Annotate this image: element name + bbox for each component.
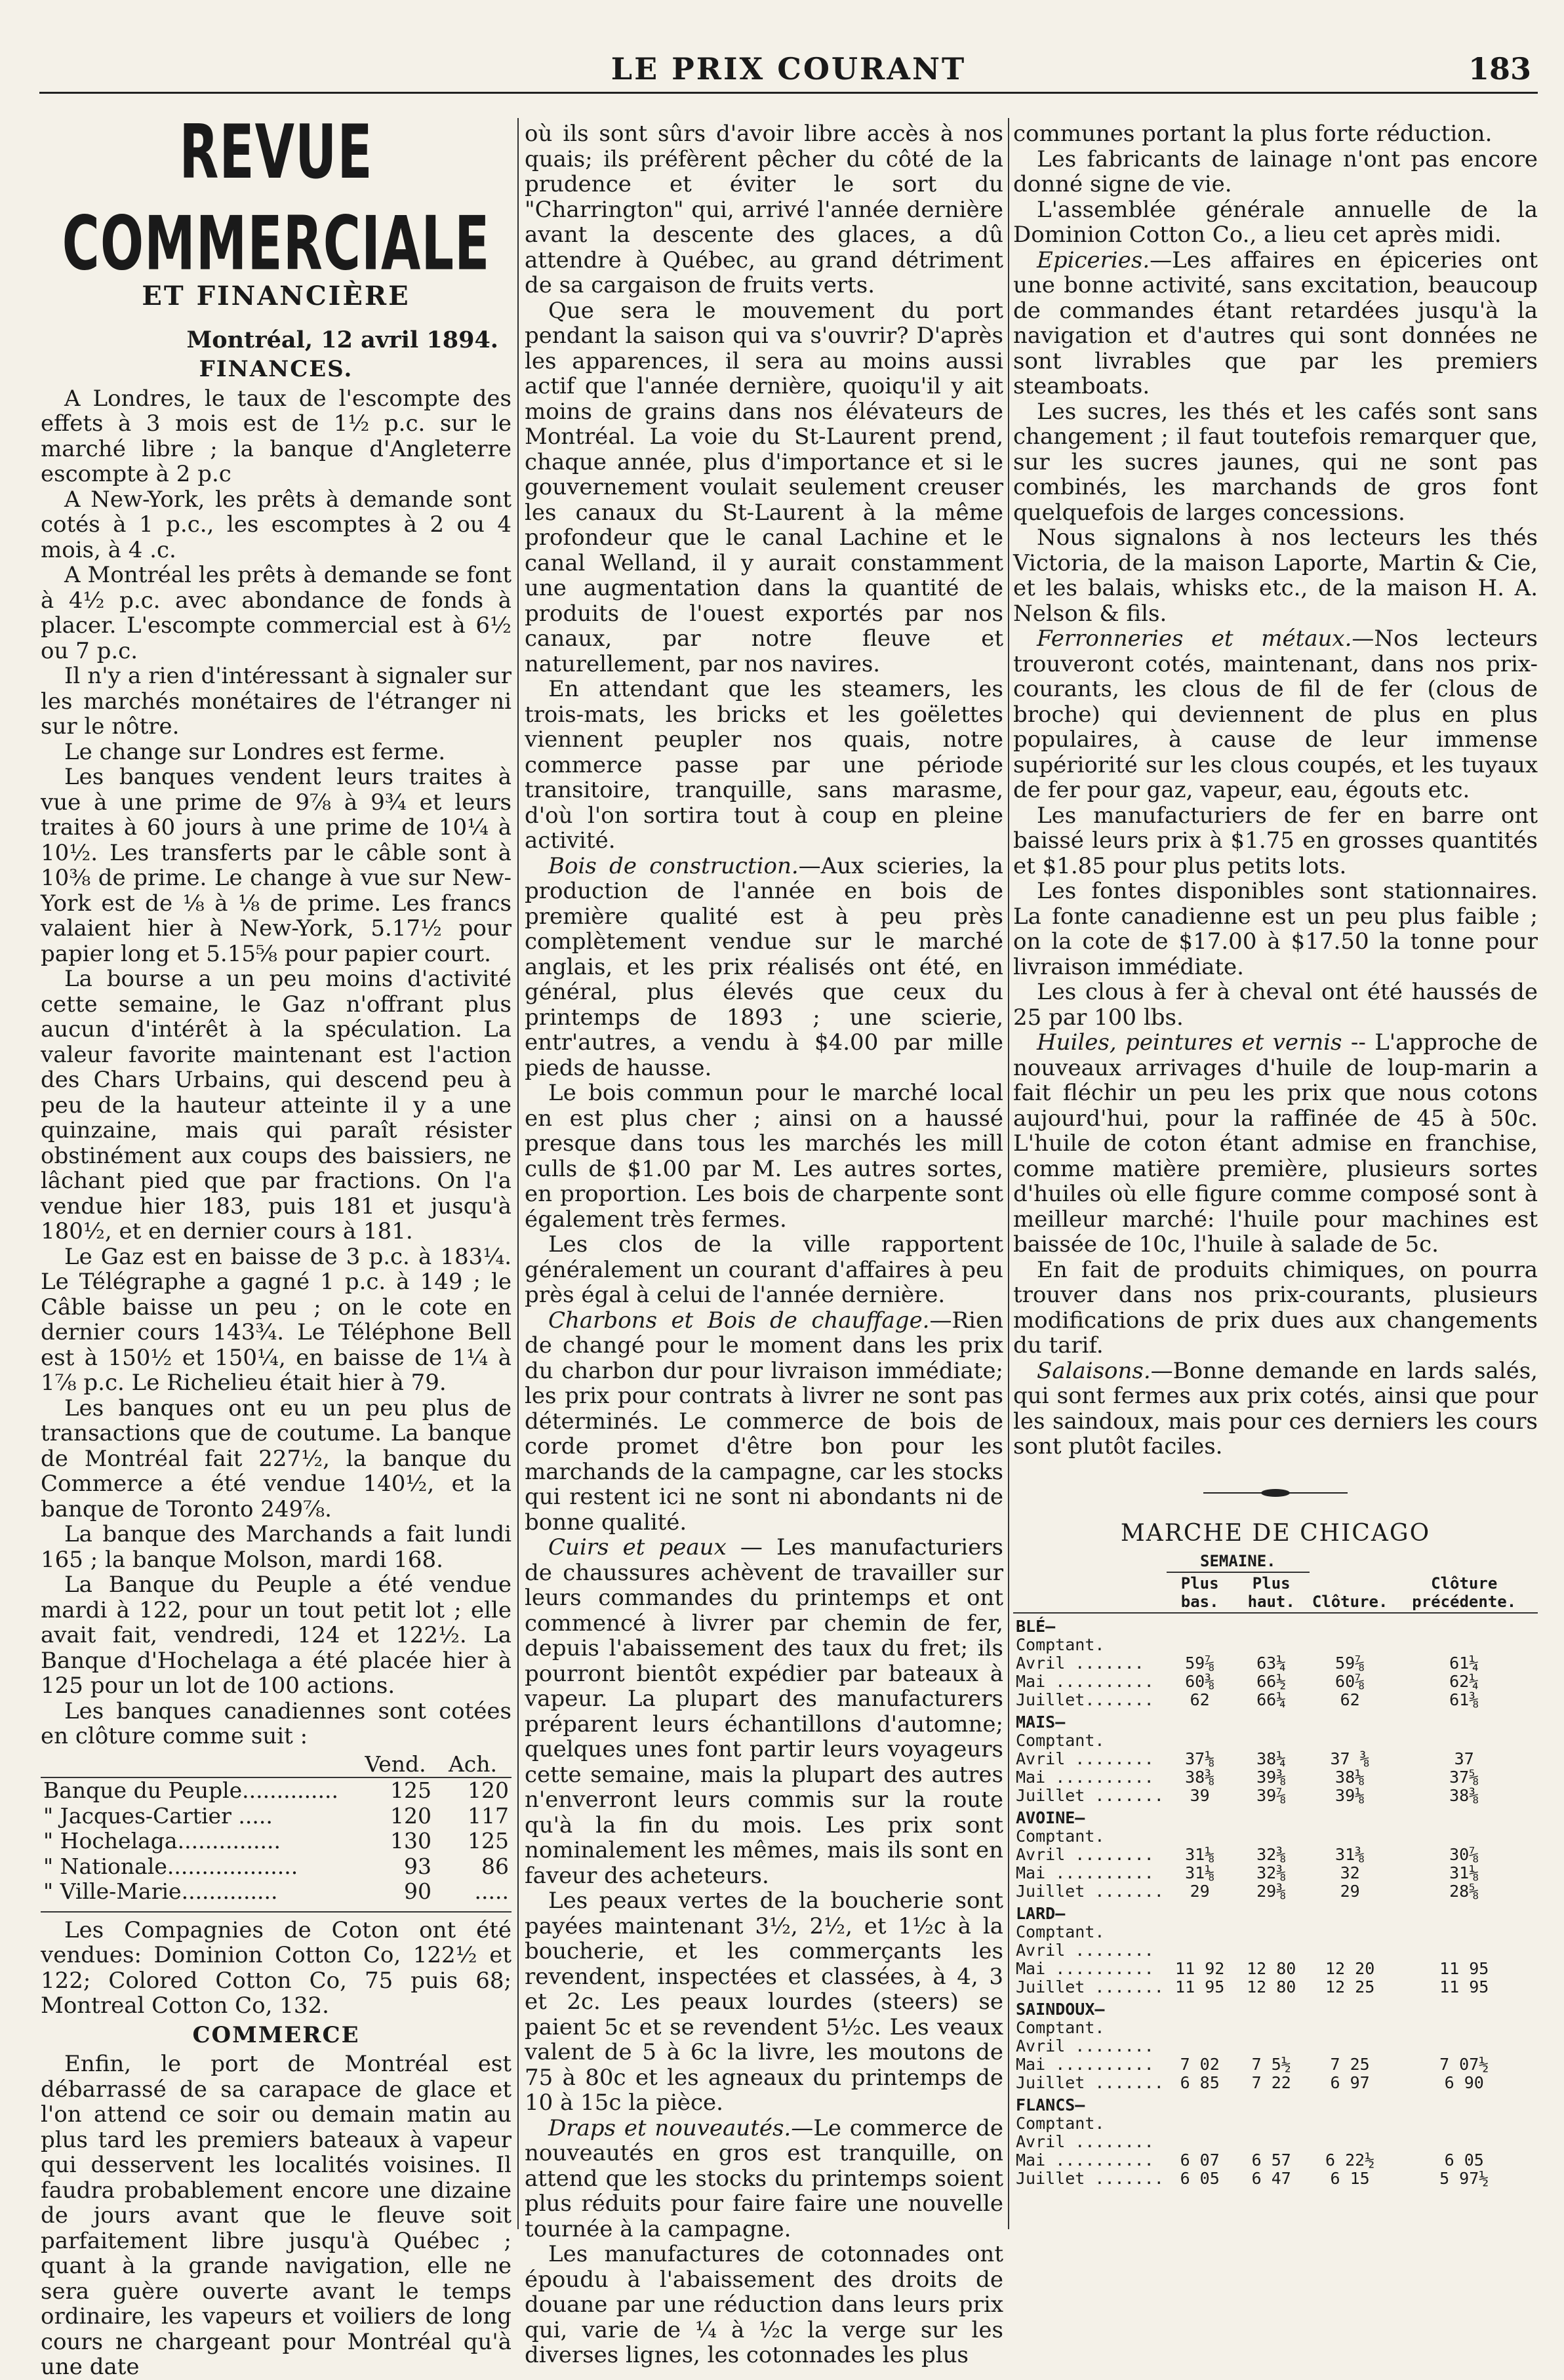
bank-vend: 130 [390, 1828, 431, 1854]
table-row [1013, 2037, 1538, 2055]
price-cell [1167, 2037, 1233, 2055]
rubric-text: —Aux scieries, la production de l'année en bois de première qualité est à peu près complètement vendue sur le marché anglais, et les prix réalisés ont été, en général, plus élevés que ceux du printemps de 1893 ; une scierie, entr'autres, a vendu à $4.00 par mille pieds de hausse. [525, 852, 1004, 1081]
paragraph: Les manufactures de cotonnades ont époudu à l'abaissement des droits de douane par une réduction dans leurs prix qui, varie de ¼ à ½c la verge sur les diverses lignes, les cotonnades les plus [525, 2241, 1003, 2368]
table-header-row [41, 1752, 511, 1778]
chicago-market-title: MARCHE DE CHICAGO [1120, 1520, 1431, 1547]
paragraph: A Londres, le taux de l'escompte des effets à 3 mois est de 1½ p.c. sur le marché libre ; la banque d'Angleterre escompte à 2 p.c [41, 385, 511, 487]
price-cell: 31⅛ [1185, 1844, 1215, 1864]
paragraph: La bourse a un peu moins d'activité cette semaine, le Gaz n'offrant plus aucun d'intérêt à la spéculation. La valeur favorite maintenant est l'action des Chars Urbains, qui descend peu à peu de la hauteur atteinte il y a une quinzaine, mais qui paraît résister obstinément aux coups des baissiers, ne lâchant pied que par fractions. On l'a vendue hier 183, puis 181 et jusqu'à 180½, et en dernier cours à 181. [41, 966, 511, 1244]
table-row [1013, 2151, 1538, 2170]
delivery-label: Mai .......... [1016, 1863, 1154, 1882]
bank-vend: 120 [390, 1802, 431, 1829]
delivery-label: Comptant. [1016, 1730, 1105, 1750]
table-row [1013, 1941, 1538, 1960]
paragraph: Les banques vendent leurs traites à vue à une prime de 9⅞ à 9¾ et leurs traites à 60 jours à une prime de 10¼ à 10½. Les transferts par le câble sont à 10⅜ de prime. Le change à vue sur New-York est de ⅛ à ⅛ de prime. Les francs valaient hier à New-York, 5.17½ pour papier long et 5.15⅝ pour papier court. [41, 764, 511, 967]
price-cell [1390, 1827, 1538, 1846]
table-row [1013, 1768, 1538, 1787]
price-cell [1167, 1941, 1233, 1960]
table-row [1013, 1732, 1538, 1750]
table-row [41, 1804, 511, 1829]
price-cell: 6 05 [1444, 2150, 1484, 2170]
price-cell: 31⅛ [1185, 1863, 1215, 1882]
price-cell: 37 ⅜ [1330, 1749, 1370, 1768]
price-cell [1310, 2037, 1391, 2055]
delivery-label: Avril ........ [1016, 1844, 1154, 1864]
bank-ach: 125 [468, 1828, 509, 1854]
price-cell [1167, 2114, 1233, 2133]
price-cell: 6 90 [1444, 2073, 1484, 2092]
table-row [1013, 1882, 1538, 1901]
delivery-label: Avril ....... [1016, 1653, 1144, 1673]
price-cell: 38¼ [1256, 1749, 1287, 1768]
price-cell: 11 95 [1175, 1977, 1225, 1996]
price-cell [1310, 1827, 1391, 1846]
price-cell: 61⅜ [1449, 1690, 1479, 1709]
column-3 [1013, 121, 1538, 2229]
paragraph: En attendant que les steamers, les trois-mats, les bricks et les goëlettes viennent peupler nos quais, notre commerce passe par une période transitoire, tranquille, sans marasme, d'où l'on sortira tout à coup en pleine activité. [525, 676, 1003, 854]
price-cell: 12 20 [1325, 1958, 1375, 1978]
price-cell: 6 07 [1180, 2150, 1220, 2170]
delivery-label: Mai .......... [1016, 1767, 1154, 1787]
table-header-semaine: SEMAINE. [1167, 1551, 1310, 1572]
table-header-row [1013, 1551, 1538, 1572]
price-cell: 11 95 [1439, 1977, 1489, 1996]
table-row [1013, 1673, 1538, 1691]
price-cell: 32 [1340, 1863, 1360, 1882]
masthead-subtitle: ET FINANCIÈRE [142, 281, 411, 311]
paragraph [1013, 248, 1538, 399]
bank-name: " Hochelaga............... [43, 1828, 281, 1854]
price-cell: 62 [1340, 1690, 1360, 1709]
price-cell: 32⅜ [1256, 1863, 1287, 1882]
commodity-group-row [1013, 1805, 1538, 1827]
price-cell [1310, 1732, 1391, 1750]
table-row [1013, 2074, 1538, 2092]
delivery-label: Juillet ....... [1016, 2168, 1164, 2188]
price-cell: 37 [1454, 1749, 1474, 1768]
price-cell [1390, 2133, 1538, 2151]
price-cell [1233, 2114, 1310, 2133]
publication-title: LE PRIX COURANT [611, 51, 967, 87]
price-cell [1390, 1636, 1538, 1654]
table-header-empty [1013, 1551, 1167, 1613]
price-cell [1167, 1732, 1233, 1750]
commodity-group-row [1013, 1901, 1538, 1923]
table-row [1013, 1787, 1538, 1805]
masthead-title: REVUE COMMERCIALE [62, 110, 491, 287]
price-cell [1233, 2019, 1310, 2037]
price-cell: 60⅜ [1185, 1671, 1215, 1691]
table-row [1013, 1691, 1538, 1709]
rubric-text: -- L'approche de nouveaux arrivages d'huile de loup-marin a fait fléchir un peu les prix que nous cotons aujourd'hui, pour la raffinée de 45 à 50c. L'huile de coton étant admise en franchise, comme matière première, plusieurs sortes d'huiles où elle figure comme composé sont à meilleur marché: l'huile pour machines est baissée de 10c, l'huile à salade de 5c. [1013, 1029, 1538, 1258]
ornament-icon [1203, 1488, 1348, 1497]
bank-ach: ..... [474, 1878, 509, 1904]
rubric-label: Draps et nouveautés. [548, 2114, 792, 2141]
delivery-label: Juillet ....... [1016, 2073, 1164, 2092]
rubric-text: —Nos lecteurs trouveront cotés, maintenant, dans nos prix-courants, les clous de fil de fer (clous de broche) qui deviennent de plus en plus populaires, à cause de leur immense supériorité sur les clous coupés, et les tuyaux de fer pour gaz, vapeur, eau, égouts etc. [1013, 625, 1538, 803]
price-cell: 7 5½ [1251, 2054, 1291, 2074]
paragraph [525, 2116, 1003, 2242]
price-cell: 7 25 [1330, 2054, 1370, 2074]
table-row [1013, 2114, 1538, 2133]
table-header-ach: Ach. [434, 1752, 511, 1778]
price-cell: 11 92 [1175, 1958, 1225, 1978]
price-cell: 6 22½ [1325, 2150, 1375, 2170]
rubric-label: Salaisons. [1037, 1357, 1151, 1384]
price-cell: 66¼ [1256, 1690, 1287, 1709]
commodity-group-label: SAINDOUX— [1016, 1999, 1105, 2019]
price-cell: 12 80 [1247, 1977, 1296, 1996]
price-cell [1233, 1636, 1310, 1654]
paragraph: Les clous à fer à cheval ont été haussés de 25 par 100 lbs. [1013, 979, 1538, 1031]
table-row [41, 1854, 511, 1880]
paragraph [525, 854, 1003, 1081]
page-header [39, 46, 1538, 94]
table-header-plus-bas: Plus bas. [1167, 1572, 1233, 1613]
price-cell: 59⅞ [1335, 1653, 1365, 1673]
price-cell: 7 22 [1251, 2073, 1291, 2092]
column-divider [517, 118, 519, 2229]
bank-ach: 117 [468, 1802, 509, 1829]
paragraph: Les fabricants de lainage n'ont pas encore donné signe de vie. [1013, 146, 1538, 197]
rubric-text: —Le commerce de nouveautés en gros est tranquille, on attend que les stocks du printemps soient plus réduits pour faire faire une nouvelle tournée à la campagne. [525, 2114, 1003, 2242]
paragraph: L'assemblée générale annuelle de la Dominion Cotton Co., a lieu cet après midi. [1013, 196, 1538, 248]
table-row [1013, 1978, 1538, 1996]
delivery-label: Comptant. [1016, 2017, 1105, 2037]
paragraph: communes portant la plus forte réduction. [1013, 121, 1493, 147]
table-header-cloture: Clôture. [1310, 1551, 1391, 1613]
table-row [1013, 1960, 1538, 1978]
table-row [41, 1879, 511, 1905]
bank-quotes-table [41, 1752, 511, 1905]
commodity-group-label: LARD— [1016, 1903, 1066, 1923]
table-row [1013, 2055, 1538, 2074]
commodity-group-label: BLÉ— [1016, 1616, 1056, 1636]
delivery-label: Juillet ....... [1016, 1881, 1164, 1901]
paragraph: La banque des Marchands a fait lundi 165 ; la banque Molson, mardi 168. [41, 1521, 511, 1573]
masthead [41, 110, 511, 353]
price-cell [1310, 1941, 1391, 1960]
table-row [1013, 1654, 1538, 1673]
paragraph: En fait de produits chimiques, on pourra trouver dans nos prix-courants, plusieurs modifications de prix dues aux changements du tarif. [1013, 1256, 1538, 1359]
price-cell: 39⅜ [1256, 1767, 1287, 1787]
commodity-group-row [1013, 1996, 1538, 2019]
table-row [1013, 1750, 1538, 1768]
price-cell: 37⅝ [1449, 1767, 1479, 1787]
delivery-label: Mai .......... [1016, 2054, 1154, 2074]
price-cell [1233, 2133, 1310, 2151]
commodity-group-row [1013, 1613, 1538, 1636]
price-cell: 6 97 [1330, 2073, 1370, 2092]
price-cell: 29 [1190, 1881, 1210, 1901]
commodity-group-label: FLANCS— [1016, 2095, 1085, 2114]
price-cell: 63¼ [1256, 1653, 1287, 1673]
price-cell [1167, 1636, 1233, 1654]
price-cell [1390, 1941, 1538, 1960]
price-cell: 38⅜ [1185, 1767, 1215, 1787]
price-cell: 31⅜ [1335, 1844, 1365, 1864]
bank-name: " Ville-Marie.............. [43, 1878, 278, 1904]
paragraph: Les banques ont eu un peu plus de transactions que de coutume. La banque de Montréal fait 227½, la banque du Commerce a été vendue 140½, et la banque de Toronto 249⅞. [41, 1395, 511, 1522]
paragraph: Les manufacturiers de fer en barre ont baissé leurs prix à $1.75 en grosses quantités et $1.85 pour plus petits lots. [1013, 802, 1538, 879]
price-cell: 37⅛ [1185, 1749, 1215, 1768]
price-cell: 29⅜ [1256, 1881, 1287, 1901]
paragraph: Nous signalons à nos lecteurs les thés Victoria, de la maison Laporte, Martin & Cie, et les balais, whisks etc., de la maison H. A. Nelson & fils. [1013, 525, 1538, 627]
price-cell [1233, 1923, 1310, 1941]
paragraph: Les peaux vertes de la boucherie sont payées maintenant 3½, 2½, et 1½c à la boucherie, et les commerçants les revendent, inspectées et classées, à 4, 3 et 2c. Les peaux lourdes (steers) se paient 5c et se revendent 5½c. Les veaux valent de 5 à 6c la livre, les moutons de 75 à 80c et les agneaux du printemps de 10 à 15c la pièce. [525, 1888, 1003, 2116]
rubric-text: — Les manufacturiers de chaussures achèvent de travailler sur leurs commandes du printemps et ont commencé à livrer par chemin de fer, depuis l'abaissement des taux du fret; ils pourront bientôt expédier par bateaux à vapeur. La plupart des manufacturers préparent leurs échantillons d'automne; quelques unes font partir leurs voyageurs cette semaine, mais la plupart des autres n'enverront leurs commis sur la route qu'à la fin du mois. Les prix sont nominalement les mêmes, mais ils sont en faveur des acheteurs. [525, 1534, 1003, 1889]
rubric-label: Bois de construction. [548, 852, 799, 879]
price-cell [1390, 1923, 1538, 1941]
price-cell: 6 57 [1251, 2150, 1291, 2170]
table-row [1013, 2019, 1538, 2037]
paragraph: Les banques canadiennes sont cotées en clôture comme suit : [41, 1697, 511, 1749]
price-cell: 32⅜ [1256, 1844, 1287, 1864]
table-header-cloture-prec: Clôture précédente. [1390, 1551, 1538, 1613]
price-cell: 7 02 [1180, 2054, 1220, 2074]
rubric-label: Charbons et Bois de chauffage. [548, 1307, 930, 1334]
delivery-label: Avril ........ [1016, 1940, 1154, 1960]
section-heading-commerce: COMMERCE [192, 2021, 360, 2048]
bank-name: Banque du Peuple.............. [43, 1777, 339, 1803]
paragraph: Les fontes disponibles sont stationnaires. La fonte canadienne est un peu plus faible ; on la cote de $17.00 à $17.50 la tonne pour livraison immédiate. [1013, 878, 1538, 980]
price-cell [1167, 1923, 1233, 1941]
price-cell: 39⅞ [1256, 1785, 1287, 1805]
bank-name: " Nationale................... [43, 1853, 298, 1879]
table-row [1013, 1923, 1538, 1941]
bank-vend: 93 [404, 1853, 431, 1879]
price-cell: 7 07½ [1439, 2054, 1489, 2074]
price-cell: 11 95 [1439, 1958, 1489, 1978]
price-cell: 12 25 [1325, 1977, 1375, 1996]
price-cell [1310, 1636, 1391, 1654]
price-cell [1167, 2133, 1233, 2151]
price-cell: 61¼ [1449, 1653, 1479, 1673]
paragraph: Il n'y a rien d'intéressant à signaler sur les marchés monétaires de l'étranger ni sur le nôtre. [41, 663, 511, 740]
table-row [1013, 2133, 1538, 2151]
price-cell: 59⅞ [1185, 1653, 1215, 1673]
price-cell [1233, 1827, 1310, 1846]
paragraph: où ils sont sûrs d'avoir libre accès à nos quais; ils préfèrent pêcher du côté de la prudence et éviter le sort du "Charrington" qui, arrivé l'année dernière avant la descente des glaces, a dû attendre à Québec, au grand détriment de sa cargaison de fruits verts. [525, 121, 1003, 298]
delivery-label: Mai .......... [1016, 1958, 1154, 1978]
commodity-group-row [1013, 2092, 1538, 2114]
price-cell: 62 [1190, 1690, 1210, 1709]
price-cell [1310, 2133, 1391, 2151]
rubric-label: Ferronneries et métaux. [1037, 625, 1352, 652]
paragraph: La Banque du Peuple a été vendue mardi à 122, pour un tout petit lot ; elle avait fait, vendredi, 124 et 122½. La Banque d'Hochelaga a été placée hier à 125 pour un lot de 100 actions. [41, 1572, 511, 1699]
delivery-label: Juillet ....... [1016, 1785, 1164, 1805]
delivery-label: Comptant. [1016, 1826, 1105, 1846]
price-cell [1310, 2114, 1391, 2133]
paragraph: Les clos de la ville rapportent généralement un courant d'affaires à peu près égal à celui de l'année dernière. [525, 1231, 1003, 1308]
delivery-label: Mai .......... [1016, 2150, 1154, 2170]
delivery-label: Juillet....... [1016, 1690, 1154, 1709]
price-cell: 6 85 [1180, 2073, 1220, 2092]
price-cell [1390, 1732, 1538, 1750]
rubric-text: —Bonne demande en lards salés, qui sont fermes aux prix cotés, ainsi que pour les saindoux, mais pour ces derniers les cours sont plutôt faciles. [1013, 1357, 1538, 1459]
paragraph: Que sera le mouvement du port pendant la saison qui va s'ouvrir? D'après les apparences, il sera au moins aussi actif que l'année dernière, quoiqu'il y ait moins de grains dans nos élévateurs de Montréal. La voie du St-Laurent prend, chaque année, plus d'importance et si le gouvernement voulait seulement creuser les canaux du St-Laurent à la même profondeur que le canal Lachine et le canal Welland, il y aurait constamment une augmentation dans la quantité de produits de l'ouest exportés par nos canaux, par notre fleuve et naturellement, par nos navires. [525, 297, 1003, 677]
rubric-label: Huiles, peintures et vernis [1037, 1029, 1342, 1056]
price-cell: 6 05 [1180, 2168, 1220, 2188]
price-cell [1233, 2037, 1310, 2055]
delivery-label: Comptant. [1016, 2113, 1105, 2133]
price-cell: 60⅞ [1335, 1671, 1365, 1691]
commodity-group-row [1013, 1709, 1538, 1732]
delivery-label: Comptant. [1016, 1635, 1105, 1654]
column-2 [525, 121, 1004, 2368]
divider [41, 1911, 511, 1913]
delivery-label: Avril ........ [1016, 2036, 1154, 2055]
bank-vend: 90 [404, 1878, 431, 1904]
price-cell: 38⅜ [1449, 1785, 1479, 1805]
paragraph [1013, 1359, 1538, 1459]
ornament-divider [1013, 1479, 1538, 1505]
rubric-text: —Les affaires en épiceries ont une bonne activité, sans excitation, beaucoup de commandes étant retardées jusqu'à la navigation et d'autres qui sont données ne sont livrables que par les premiers steamboats. [1013, 247, 1538, 399]
price-cell: 66½ [1256, 1671, 1287, 1691]
delivery-label: Mai .......... [1016, 1671, 1154, 1691]
column-divider [1008, 118, 1009, 2229]
delivery-label: Juillet ....... [1016, 1977, 1164, 1996]
chicago-market-table [1013, 1551, 1538, 2188]
table-row [1013, 1864, 1538, 1882]
price-cell: 12 80 [1247, 1958, 1296, 1978]
rubric-label: Epiceries. [1037, 247, 1150, 273]
price-cell: 5 97½ [1439, 2168, 1489, 2188]
rubric-text: —Rien de changé pour le moment dans les prix du charbon dur pour livraison immédiate; les prix pour contrats à livrer ne sont pas déterminés. Le commerce de bois de corde promet d'être bon pour les marchands de la campagne, car les stocks qui restent ici ne sont ni abondants ni de bonne qualité. [525, 1307, 1003, 1536]
paragraph [1013, 1030, 1538, 1258]
paragraph: Les Compagnies de Coton ont été vendues: Dominion Cotton Co, 122½ et 122; Colored Cotton Co, 75 puis 68; Montreal Cotton Co, 132. [41, 1916, 511, 2019]
paragraph: Le Gaz est en baisse de 3 p.c. à 183¼. Le Télégraphe a gagné 1 p.c. à 149 ; le Câble baisse un peu ; on le cote en dernier cours 143¾. Le Téléphone Bell est à 150½ et 150¼, en baisse de 1¼ à 1⅞ p.c. Le Richelieu était hier à 79. [41, 1243, 511, 1396]
bank-vend: 125 [390, 1777, 431, 1803]
page-number: 183 [1468, 51, 1531, 87]
table-header-plus-haut: Plus haut. [1233, 1572, 1310, 1613]
price-cell: 38⅛ [1335, 1767, 1365, 1787]
commodity-group-label: MAIS— [1016, 1712, 1066, 1732]
bank-ach: 120 [468, 1777, 509, 1803]
bank-name: " Jacques-Cartier ..... [43, 1802, 273, 1829]
price-cell: 31⅛ [1449, 1863, 1479, 1882]
table-row [1013, 1636, 1538, 1654]
paragraph [1013, 626, 1538, 803]
paragraph: A Montréal les prêts à demande se font à 4½ p.c. avec abondance de fonds à placer. L'escompte commercial est à 6½ ou 7 p.c. [41, 562, 511, 664]
table-header-empty [41, 1752, 357, 1778]
paragraph [525, 1308, 1003, 1536]
table-row [41, 1777, 511, 1804]
price-cell: 6 47 [1251, 2168, 1291, 2188]
price-cell [1167, 1827, 1233, 1846]
price-cell: 39 [1190, 1785, 1210, 1805]
price-cell [1390, 2114, 1538, 2133]
paragraph: Enfin, le port de Montréal est débarrassé de sa carapace de glace et l'on attend ce soir ou demain matin au plus tard les premiers bateaux à vapeur qui desservent les localités voisines. Il faudra probablement encore une dizaine de jours avant que le fleuve soit parfaitement libre jusqu'à Québec ; quant à la grande navigation, elle ne sera guère ouverte avant le temps ordinaire, les vapeurs et voiliers de long cours ne chargeant pour Montréal qu'à une date [41, 2051, 511, 2380]
price-cell: 28⅝ [1449, 1881, 1479, 1901]
paragraph: Le change sur Londres est ferme. [64, 738, 446, 765]
table-row [1013, 1827, 1538, 1846]
paragraph: A New-York, les prêts à demande sont cotés à 1 p.c., les escomptes à 2 ou 4 mois, à 4 .c. [41, 486, 511, 563]
price-cell [1310, 1923, 1391, 1941]
price-cell [1233, 1941, 1310, 1960]
column-1 [41, 110, 511, 2380]
price-cell: 30⅞ [1449, 1844, 1479, 1864]
table-row [1013, 2170, 1538, 2188]
delivery-label: Comptant. [1016, 1922, 1105, 1941]
table-row [41, 1829, 511, 1854]
price-cell [1167, 2019, 1233, 2037]
delivery-label: Avril ........ [1016, 2132, 1154, 2151]
commodity-group-label: AVOINE— [1016, 1808, 1085, 1827]
dateline: Montréal, 12 avril 1894. [186, 326, 498, 353]
table-row [1013, 1846, 1538, 1864]
paragraph [525, 1535, 1003, 1888]
paragraph: Les sucres, les thés et les cafés sont sans changement ; il faut toutefois remarquer que, sur les sucres jaunes, qui ne sont pas combinés, les marchands de gros font quelquefois de larges concessions. [1013, 398, 1538, 526]
price-cell [1233, 1732, 1310, 1750]
price-cell [1390, 2037, 1538, 2055]
chicago-table-body [1013, 1613, 1538, 2188]
section-heading-finances: FINANCES. [199, 356, 353, 382]
delivery-label: Avril ........ [1016, 1749, 1154, 1768]
price-cell: 62¼ [1449, 1671, 1479, 1691]
price-cell: 39⅛ [1335, 1785, 1365, 1805]
paragraph: Le bois commun pour le marché local en est plus cher ; ainsi on a haussé presque dans tous les marchés les mill culls de $1.00 par M. Les autres sortes, en proportion. Les bois de charpente sont également très fermes. [525, 1080, 1003, 1233]
price-cell [1390, 2019, 1538, 2037]
bank-ach: 86 [481, 1853, 509, 1879]
price-cell [1310, 2019, 1391, 2037]
rubric-label: Cuirs et peaux [548, 1534, 727, 1560]
price-cell: 6 15 [1330, 2168, 1370, 2188]
table-header-vend: Vend. [357, 1752, 434, 1778]
price-cell: 29 [1340, 1881, 1360, 1901]
